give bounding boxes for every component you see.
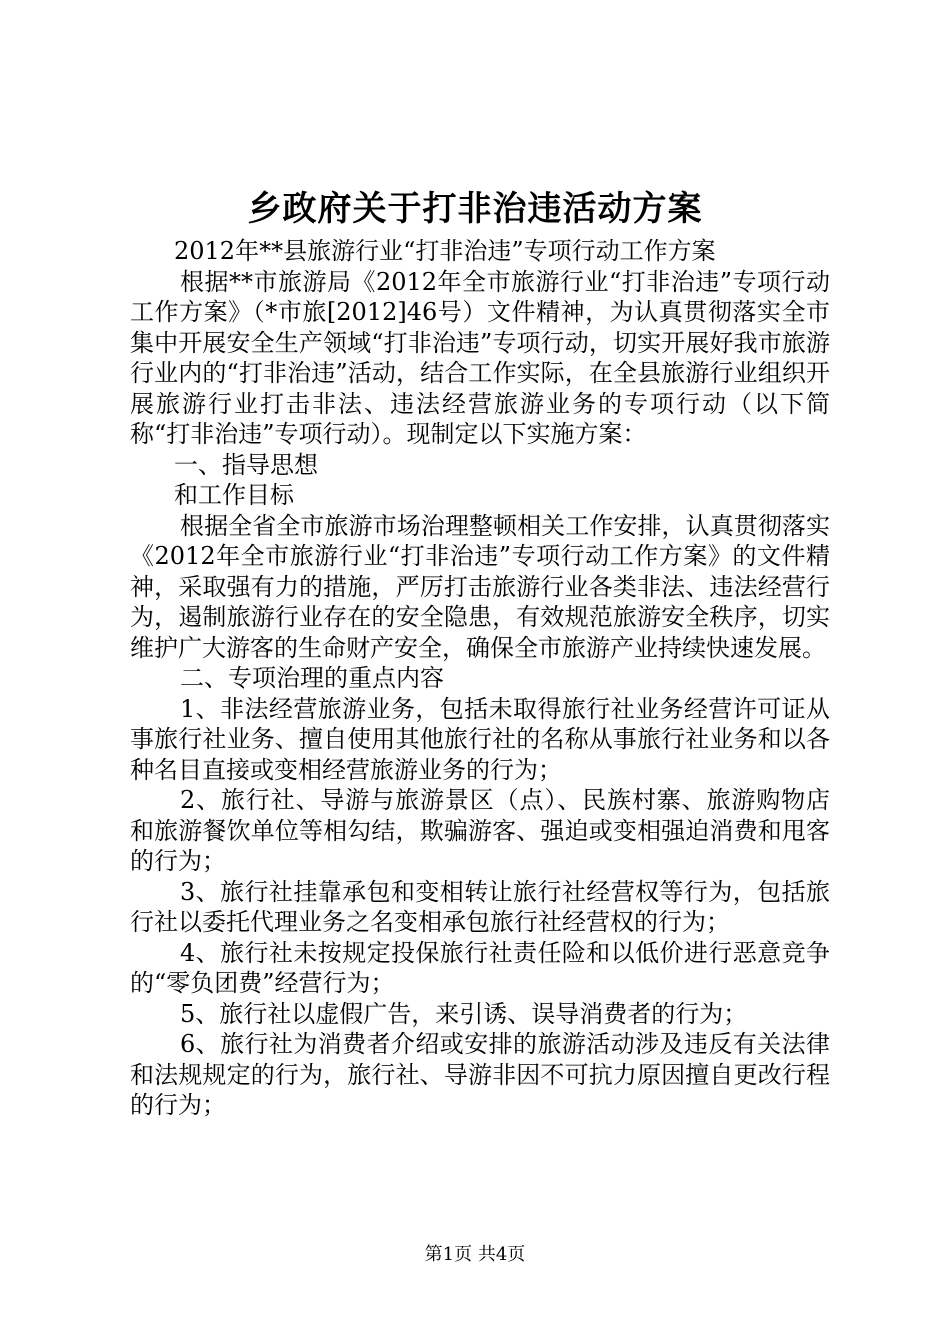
list-item-4: 4、旅行社未按规定投保旅行社责任险和以低价进行恶意竞争的“零负团费”经营行为； [130, 938, 830, 997]
document-body [130, 236, 830, 1121]
page-number-footer: 第1页 共4页 [424, 1244, 526, 1265]
list-item-3: 3、旅行社挂靠承包和变相转让旅行社经营权等行为，包括旅行社以委托代理业务之名变相承包旅行社经营权的行为； [130, 877, 830, 936]
paragraph-subtitle: 2012年**县旅游行业“打非治违”专项行动工作方案 [174, 237, 716, 265]
paragraph-intro: 根据**市旅游局《2012年全市旅游行业“打非治违”专项行动工作方案》（*市旅[2012]46号）文件精神，为认真贯彻落实全市集中开展安全生产领域“打非治违”专项行动，切实开展好我市旅游行业内的“打非治违”活动，结合工作实际，在全县旅游行业组织开展旅游行业打击非法、违法经营旅游业务的专项行动（以下简称“打非治违”专项行动）。现制定以下实施方案： [130, 267, 830, 448]
paragraph-guiding: 根据全省全市旅游市场治理整顿相关工作安排，认真贯彻落实《2012年全市旅游行业“打非治违”专项行动工作方案》的文件精神，采取强有力的措施，严厉打击旅游行业各类非法、违法经营行为，遏制旅游行业存在的安全隐患，有效规范旅游安全秩序，切实维护广大游客的生命财产安全，确保全市旅游产业持续快速发展。 [130, 511, 830, 662]
section-heading-2: 二、专项治理的重点内容 [180, 664, 444, 692]
list-item-1: 1、非法经营旅游业务，包括未取得旅行社业务经营许可证从事旅行社业务、擅自使用其他旅行社的名称从事旅行社业务和以各种名目直接或变相经营旅游业务的行为； [130, 694, 830, 784]
document-title: 乡政府关于打非治违活动方案 [247, 189, 703, 229]
section-heading-1: 一、指导思想 [174, 450, 318, 479]
list-item-2: 2、旅行社、导游与旅游景区（点）、民族村寨、旅游购物店和旅游餐饮单位等相勾结，欺骗游客、强迫或变相强迫消费和甩客的行为； [130, 786, 830, 875]
section-heading-1-cont: 和工作目标 [174, 481, 294, 509]
list-item-6: 6、旅行社为消费者介绍或安排的旅游活动涉及违反有关法律和法规规定的行为，旅行社、导游非因不可抗力原因擅自更改行程的行为； [130, 1030, 830, 1119]
list-item-5: 5、旅行社以虚假广告，来引诱、误导消费者的行为； [180, 999, 748, 1028]
